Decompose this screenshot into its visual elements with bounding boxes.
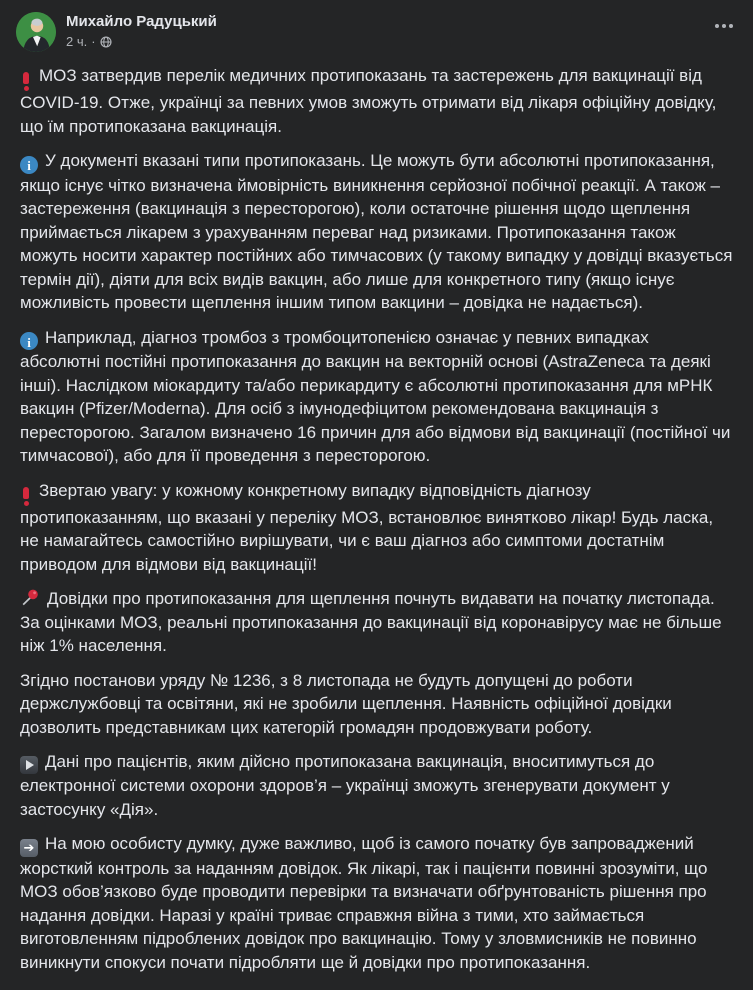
paragraph-text: Наприклад, діагноз тромбоз з тромбоцитопенією означає у певних випадках абсолютні постійні протипоказання до вакцин на векторній основі (AstraZeneca та деякі інші). Наслідком міокардиту та/або перикардиту є абсолютні протипоказання для мРНК вакцин (Pfizer/Moderna). Для осіб з імунодефіцитом рекомендована вакцинація з пересторогою. Загалом визначено 16 причин для або відмови від вакцинації (постійної чи тимчасової), або для її проведення з пересторогою. [20,327,731,465]
post-paragraph [20,149,733,315]
paragraph-text: У документі вказані типи протипоказань. Це можуть бути абсолютні протипоказання, якщо існує чітко визначена ймовірність виникнення серйозної побічної реакції. А також – застереження (вакцинація з пересторогою), коли остаточне рішення щодо щеплення приймається лікарем з урахуванням переваг над ризиками. Протипоказання також можуть носити характер постійних або тимчасових (у такому випадку у довідці вказується термін дії), діяти для всіх видів вакцин, або лише для конкретного типу (якщо існує можливість провести щеплення іншим типом вакцини – довідка не надається). [20,151,733,312]
exclamation-icon [20,487,32,506]
post-paragraph [20,479,733,577]
paragraph-text: Згідно постанови уряду № 1236, з 8 листопада не будуть допущені до роботи держслужбовці та освітяни, які не зробили щеплення. Наявність офіційної довідки дозволить представникам цих категорій громадян продовжувати роботу. [20,670,672,737]
post-subline [66,34,711,50]
post-paragraph [20,832,733,974]
paragraph-text: На мою особисту думку, дуже важливо, щоб із самого початку був запроваджений жорсткий контроль за наданням довідок. Як лікарі, так і пацієнти повинні зрозуміти, що МОЗ обов’язково буде проводити перевірки та визначати обґрунтованість рішення про надання довідки. Наразі у країні триває справжня війна з тими, хто займається виготовленням підроблених довідок про вакцинацію. Тому у зловмисників не повинно виникнути спокуси почати підробляти ще й довідки про протипоказання. [20,834,708,972]
info-icon: i [20,332,38,350]
avatar-image [16,12,56,52]
post-header [0,10,753,60]
play-icon [20,756,38,774]
paragraph-text: Звертаю увагу: у кожному конкретному випадку відповідність діагнозу протипоказанням, що вказані у переліку МОЗ, встановлює винятково лікар! Будь ласка, не намагайтесь самостійно вирішувати, чи є ваш діагноз або симптоми достатнім приводом для відмови від вакцинації! [20,480,714,574]
paragraph-text: МОЗ затвердив перелік медичних протипоказань та застережень для вакцинації від COVID-19. Отже, українці за певних умов зможуть отримати від лікаря офіційну довідку, що їм протипоказана вакцинація. [20,66,717,136]
post-paragraph [20,64,733,138]
header-meta [66,12,711,50]
author-name[interactable]: Михайло Радуцький [66,13,217,30]
post-paragraph [20,326,733,468]
more-options-icon[interactable] [711,14,737,38]
post-paragraph [20,669,733,740]
pushpin-icon [20,587,40,607]
paragraph-text: Дані про пацієнтів, яким дійсно протипоказана вакцинація, вноситимуться до електронної системи охорони здоров’я – українці зможуть згенерувати документ у застосунку «Дія». [20,752,670,819]
paragraph-text: Довідки про протипоказання для щеплення почнуть видавати на початку листопада. За оцінками МОЗ, реальні протипоказання до вакцинації від коронавірусу має не більше ніж 1% населення. [20,589,722,655]
info-icon: i [20,156,38,174]
exclamation-icon [20,72,32,91]
post-paragraph [20,750,733,821]
timestamp[interactable]: 2 ч. [66,34,88,49]
arrow-icon: ➔ [20,839,38,857]
separator: · [91,34,96,49]
post-body-text [0,60,753,984]
avatar[interactable] [16,12,56,52]
post-paragraph [20,587,733,658]
globe-icon [100,36,112,48]
